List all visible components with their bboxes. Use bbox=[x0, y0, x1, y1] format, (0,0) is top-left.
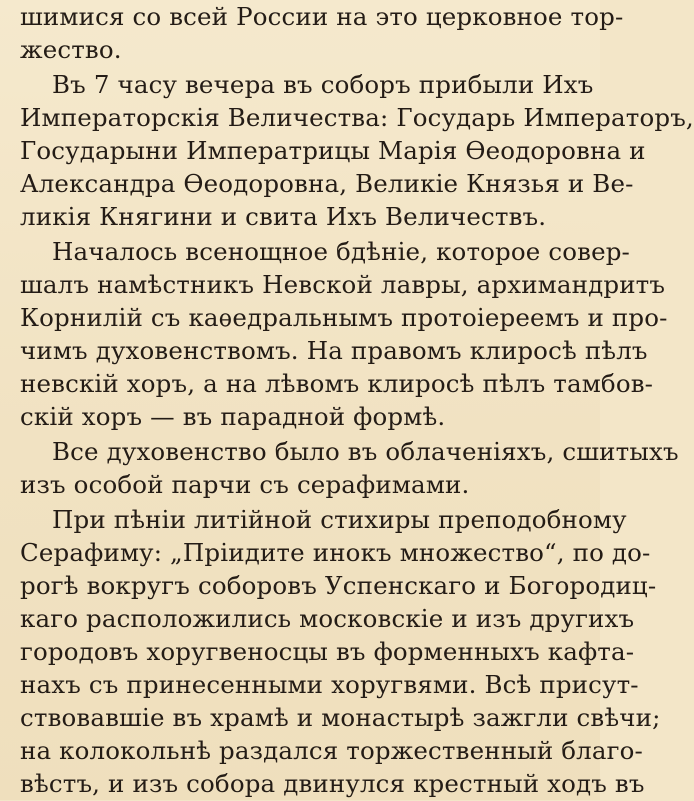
text-line: шимися со всей России на это церковное тор- bbox=[20, 2, 624, 31]
text-line: Серафиму: „Пріидите инокъ множество“, по до- bbox=[20, 538, 651, 567]
text-line: невскій хоръ, а на лѣвомъ клиросѣ пѣлъ тамбов- bbox=[20, 369, 654, 398]
text-line: Началось всенощное бдѣніе, которое совер- bbox=[52, 237, 630, 266]
text-line: рогѣ вокругъ соборовъ Успенскаго и Богородиц- bbox=[20, 571, 657, 600]
text-line: изъ особой парчи съ серафимами. bbox=[20, 470, 470, 499]
text-line: чимъ духовенствомъ. На правомъ клиросѣ пѣлъ bbox=[20, 336, 648, 365]
text-line: Государыни Императрицы Марія Ѳеодоровна и bbox=[20, 136, 646, 165]
text-line: Императорскія Величества: Государь Императоръ, bbox=[20, 103, 694, 132]
text-line: нахъ съ принесенными хоругвями. Всѣ присут- bbox=[20, 670, 639, 699]
text-line: Александра Ѳеодоровна, Великіе Князья и Ве- bbox=[20, 169, 634, 198]
text-line: на колокольнѣ раздался торжественный благо- bbox=[20, 736, 643, 765]
text-line: Все духовенство было въ облаченіяхъ, сшитыхъ bbox=[52, 437, 679, 466]
text-line: вѣстъ, и изъ собора двинулся крестный ходъ въ bbox=[20, 769, 645, 798]
text-line: каго расположились московскіе и изъ другихъ bbox=[20, 604, 635, 633]
text-line: ликія Княгини и свита Ихъ Величествъ. bbox=[20, 202, 547, 231]
text-line: При пѣніи литійной стихиры преподобному bbox=[52, 505, 627, 534]
text-line: Въ 7 часу вечера въ соборъ прибыли Ихъ bbox=[52, 70, 594, 99]
text-line: Корнилій съ каѳедральнымъ протоіереемъ и про- bbox=[20, 303, 668, 332]
text-line: скій хоръ — въ парадной формѣ. bbox=[20, 402, 446, 431]
text-line: ствовавшіе въ храмѣ и монастырѣ зажгли свѣчи; bbox=[20, 703, 661, 732]
text-line: шалъ намѣстникъ Невской лавры, архимандритъ bbox=[20, 270, 666, 299]
text-line: городовъ хоругвеносцы въ форменныхъ кафта- bbox=[20, 637, 635, 666]
text-line: жество. bbox=[20, 35, 122, 64]
